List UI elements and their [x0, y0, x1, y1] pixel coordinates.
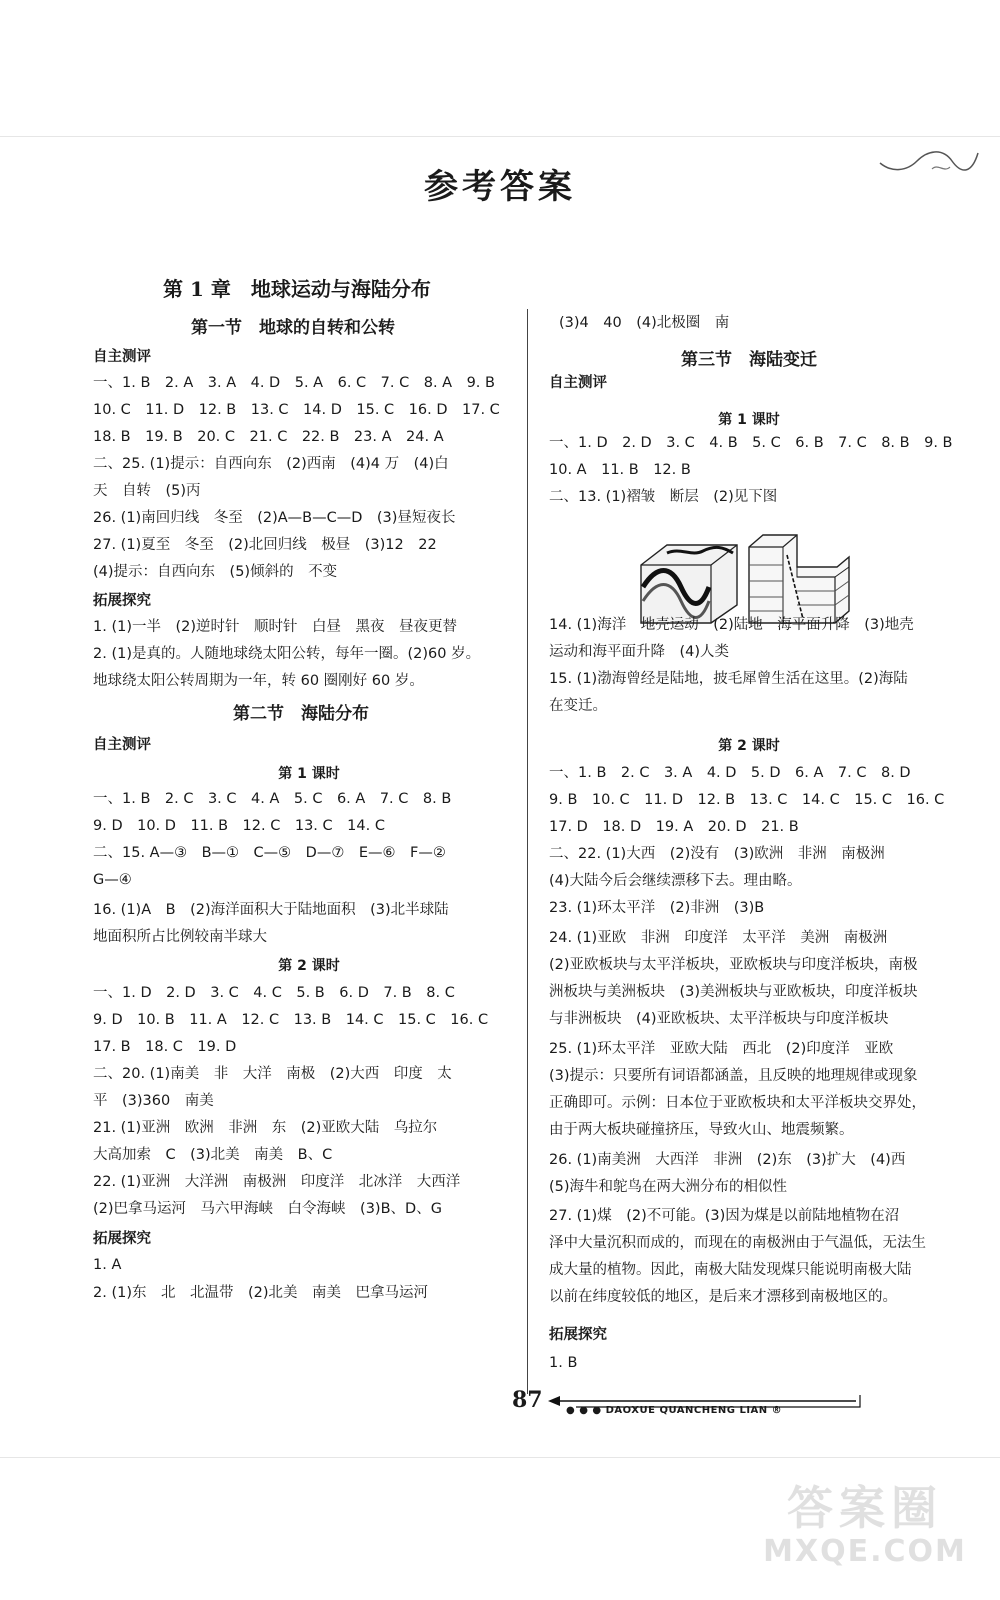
answer-line: (4)提示：自西向东 (5)倾斜的 不变 — [93, 564, 338, 580]
answer-line: (4)大陆今后会继续漂移下去。理由略。 — [549, 873, 802, 889]
answer-line: 15. (1)渤海曾经是陆地，披毛犀曾生活在这里。(2)海陆 — [549, 671, 908, 687]
answer-line: 23. (1)环太平洋 (2)非洲 (3)B — [549, 900, 765, 916]
answer-line: 27. (1)煤 (2)不可能。(3)因为煤是以前陆地植物在沼 — [549, 1208, 900, 1224]
answer-line: 18. B 19. B 20. C 21. C 22. B 23. A 24. A — [93, 429, 444, 445]
page-footer — [512, 1387, 872, 1421]
self-test-heading: 自主测评 — [549, 375, 607, 391]
answer-line: 天 自转 (5)丙 — [93, 483, 201, 499]
answer-line: 平 (3)360 南美 — [93, 1093, 214, 1109]
section-title-3: 第三节 海陆变迁 — [681, 350, 817, 370]
answer-line: 洲板块与美洲板块 (3)美洲板块与亚欧板块，印度洋板块 — [549, 984, 918, 1000]
answer-line: G—④ — [93, 872, 132, 888]
answer-line: 26. (1)南美洲 大西洋 非洲 (2)东 (3)扩大 (4)西 — [549, 1152, 906, 1168]
answer-line: 17. B 18. C 19. D — [93, 1039, 237, 1055]
chapter-title: 第 1 章 地球运动与海陆分布 — [163, 277, 431, 301]
explore-heading: 拓展探究 — [93, 593, 151, 609]
answer-line: 14. (1)海洋 地壳运动 (2)陆地 海平面升降 (3)地壳 — [549, 617, 914, 633]
answer-line: 9. D 10. B 11. A 12. C 13. B 14. C 15. C 16. C — [93, 1012, 489, 1028]
fold-block — [641, 545, 737, 623]
answer-line: 10. C 11. D 12. B 13. C 14. D 15. C 16. D 17. C — [93, 402, 500, 418]
answer-line: 1. B — [549, 1355, 578, 1371]
answer-line: 二、22. (1)大西 (2)没有 (3)欧洲 非洲 南极洲 — [549, 846, 885, 862]
answer-line: 27. (1)夏至 冬至 (2)北回归线 极昼 (3)12 22 — [93, 537, 437, 553]
answer-line: (2)亚欧板块与太平洋板块，亚欧板块与印度洋板块，南极 — [549, 957, 918, 973]
answer-line: 22. (1)亚洲 大洋洲 南极洲 印度洋 北冰洋 大西洋 — [93, 1174, 461, 1190]
answer-line: 25. (1)环太平洋 亚欧大陆 西北 (2)印度洋 亚欧 — [549, 1041, 894, 1057]
lesson-heading: 第 1 课时 — [718, 412, 780, 428]
answer-line: 一、1. B 2. A 3. A 4. D 5. A 6. C 7. C 8. A 9. B — [93, 375, 495, 391]
answer-line: 大高加索 C (3)北美 南美 B、C — [93, 1147, 333, 1163]
answer-line: 由于两大板块碰撞挤压，导致火山、地震频繁。 — [549, 1122, 854, 1138]
section-title-2: 第二节 海陆分布 — [233, 704, 369, 724]
answer-line: 在变迁。 — [549, 698, 607, 714]
answer-line: 正确即可。示例：日本位于亚欧板块和太平洋板块交界处， — [549, 1095, 926, 1111]
explore-heading: 拓展探究 — [93, 1231, 151, 1247]
answer-line: (2)巴拿马运河 马六甲海峡 白令海峡 (3)B、D、G — [93, 1201, 442, 1217]
answer-line: 2. (1)是真的。人随地球绕太阳公转，每年一圈。(2)60 岁。 — [93, 646, 481, 662]
answer-line: 17. D 18. D 19. A 20. D 21. B — [549, 819, 799, 835]
brand-text: ● ● ● DAOXUE QUANCHENG LIAN ® — [566, 1405, 783, 1416]
answer-line: 9. B 10. C 11. D 12. B 13. C 14. C 15. C 16. C — [549, 792, 945, 808]
answer-line: 二、13. (1)褶皱 断层 (2)见下图 — [549, 489, 778, 505]
lesson-heading: 第 2 课时 — [278, 958, 340, 974]
answer-line: 26. (1)南回归线 冬至 (2)A—B—C—D (3)昼短夜长 — [93, 510, 456, 526]
answer-sheet — [0, 136, 1000, 1458]
answer-line: 二、15. A—③ B—① C—⑤ D—⑦ E—⑥ F—② — [93, 845, 446, 861]
answer-line: (3)4 40 (4)北极圈 南 — [559, 315, 730, 331]
fault-block — [749, 535, 849, 623]
explore-heading: 拓展探究 — [549, 1327, 607, 1343]
answer-line: 24. (1)亚欧 非洲 印度洋 太平洋 美洲 南极洲 — [549, 930, 888, 946]
answer-line: 二、20. (1)南美 非 大洋 南极 (2)大西 印度 太 — [93, 1066, 452, 1082]
answer-line: 10. A 11. B 12. B — [549, 462, 691, 478]
lesson-heading: 第 1 课时 — [278, 766, 340, 782]
answer-line: 21. (1)亚洲 欧洲 非洲 东 (2)亚欧大陆 乌拉尔 — [93, 1120, 438, 1136]
answer-line: 一、1. B 2. C 3. A 4. D 5. D 6. A 7. C 8. D — [549, 765, 911, 781]
self-test-heading: 自主测评 — [93, 349, 151, 365]
watermark-top: 答案圈 — [787, 1481, 943, 1535]
answer-line: 成大量的植物。因此，南极大陆发现煤只能说明南极大陆 — [549, 1262, 912, 1278]
answer-line: 9. D 10. D 11. B 12. C 13. C 14. C — [93, 818, 385, 834]
answer-line: 地面积所占比例较南半球大 — [93, 929, 267, 945]
watermark-bottom: MXQE.COM — [763, 1534, 967, 1569]
answer-line: 1. (1)一半 (2)逆时针 顺时针 白昼 黑夜 昼夜更替 — [93, 619, 458, 635]
lesson-heading: 第 2 课时 — [718, 738, 780, 754]
self-test-heading: 自主测评 — [93, 737, 151, 753]
answer-line: 运动和海平面升降 (4)人类 — [549, 644, 730, 660]
answer-line: 以前在纬度较低的地区，是后来才漂移到南极地区的。 — [549, 1289, 897, 1305]
watermark-logo — [750, 1472, 980, 1582]
column-divider — [527, 309, 528, 1394]
answer-line: 1. A — [93, 1257, 122, 1273]
answer-line: 2. (1)东 北 北温带 (2)北美 南美 巴拿马运河 — [93, 1285, 429, 1301]
fold-fault-diagram — [637, 525, 852, 625]
answer-line: 一、1. D 2. D 3. C 4. B 5. C 6. B 7. C 8. B 9. B — [549, 435, 953, 451]
answer-line: 与非洲板块 (4)亚欧板块、太平洋板块与印度洋板块 — [549, 1011, 889, 1027]
page-number: 87 — [512, 1387, 543, 1413]
answer-line: (5)海牛和鸵鸟在两大洲分布的相似性 — [549, 1179, 788, 1195]
page-title: 参考答案 — [424, 167, 576, 207]
answer-line: 一、1. B 2. C 3. C 4. A 5. C 6. A 7. C 8. B — [93, 791, 452, 807]
answer-line: 泽中大量沉积而成的，而现在的南极洲由于气温低，无法生 — [549, 1235, 926, 1251]
section-title-1: 第一节 地球的自转和公转 — [191, 318, 395, 338]
answer-line: 16. (1)A B (2)海洋面积大于陆地面积 (3)北半球陆 — [93, 902, 449, 918]
answer-line: (3)提示：只要所有词语都涵盖，且反映的地理规律或现象 — [549, 1068, 918, 1084]
answer-line: 一、1. D 2. D 3. C 4. C 5. B 6. D 7. B 8. C — [93, 985, 455, 1001]
answer-line: 二、25. (1)提示：自西向东 (2)西南 (4)4 万 (4)白 — [93, 456, 449, 472]
answer-line: 地球绕太阳公转周期为一年，转 60 圈刚好 60 岁。 — [93, 673, 424, 689]
